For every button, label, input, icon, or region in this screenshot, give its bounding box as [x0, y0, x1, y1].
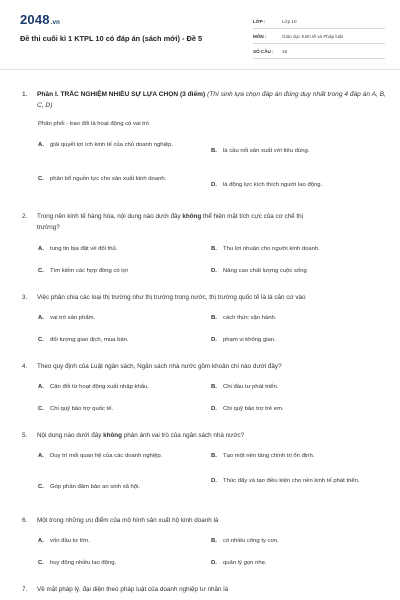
meta-value: 18 — [282, 48, 288, 54]
option-text: quản lý gọn nhẹ. — [223, 560, 267, 566]
option-d[interactable] — [211, 266, 383, 276]
option-a[interactable] — [38, 244, 200, 254]
option-text: Duy trì mối quan hệ của các doanh nghiệp. — [50, 453, 163, 459]
part-one — [22, 89, 388, 111]
option-b[interactable] — [211, 451, 388, 461]
option-letter: D. — [211, 182, 217, 188]
question-number: 5. — [22, 432, 28, 439]
option-text: Tạo một nền tảng chính trị ổn định. — [223, 453, 315, 459]
question-5 — [22, 430, 378, 441]
option-text: tung tin bịa đặt về đối thủ. — [50, 246, 118, 252]
option-b[interactable] — [211, 313, 383, 323]
meta-value: Giáo dục Kinh tế và Pháp luật — [282, 33, 343, 39]
question-number: 1. — [22, 91, 28, 98]
option-a[interactable] — [38, 140, 180, 150]
option-d[interactable] — [211, 476, 368, 486]
question-number: 3. — [22, 294, 28, 301]
option-letter: D. — [211, 478, 217, 484]
option-text: cách thức vận hành. — [223, 315, 277, 321]
question-2 — [22, 211, 378, 233]
question-4 — [22, 361, 378, 372]
stem-part: Một trong những ưu điểm của mô hình sản xuất hộ kinh doanh là — [37, 517, 219, 524]
stem-part: Trong nền kinh tế hàng hóa, nội dung nào dưới đây — [37, 213, 183, 220]
option-c[interactable] — [38, 404, 200, 414]
stem-part: Nội dung nào dưới đây — [37, 432, 104, 439]
part-heading: Phần I. TRẮC NGHIỆM NHIỀU SỰ LỰA CHỌN (3 điểm) — [37, 91, 206, 98]
option-d[interactable] — [211, 404, 383, 414]
option-a[interactable] — [38, 313, 200, 323]
stem-part: Về mặt pháp lý, đại diện theo pháp luật của doanh nghiệp tư nhân là — [37, 586, 229, 593]
option-d[interactable] — [211, 558, 383, 568]
question-stem — [22, 584, 378, 595]
option-letter: D. — [211, 560, 217, 566]
option-c[interactable] — [38, 482, 210, 492]
option-b[interactable] — [211, 382, 383, 392]
meta-row-subject — [253, 29, 385, 44]
option-a[interactable] — [38, 451, 215, 461]
option-letter: C. — [38, 484, 44, 490]
question-number: 2. — [22, 213, 28, 220]
option-b[interactable] — [211, 146, 373, 156]
option-a[interactable] — [38, 382, 210, 392]
option-b[interactable] — [211, 536, 383, 546]
stem-part: thể hiện mặt tích cực của cơ chế thị — [201, 213, 304, 220]
meta-row-count — [253, 44, 385, 59]
question-stem — [22, 211, 378, 233]
question-stem — [22, 515, 378, 526]
site-logo[interactable] — [20, 12, 60, 27]
option-letter: A. — [38, 315, 44, 321]
option-a[interactable] — [38, 536, 200, 546]
option-text: có nhiều công ty con. — [223, 538, 279, 544]
stem-part: Việc phân chia các loại thị trường như thị trường trong nước, thị trường quốc tế là là căn cứ vào — [37, 294, 306, 301]
option-text: Thu lợi nhuận cho người kinh doanh. — [223, 246, 320, 252]
option-c[interactable] — [38, 266, 200, 276]
option-letter: A. — [38, 142, 44, 148]
option-letter: A. — [38, 246, 44, 252]
option-d[interactable] — [211, 180, 383, 190]
stem-part: phản ánh vai trò của ngân sách nhà nước? — [122, 432, 245, 439]
option-letter: C. — [38, 268, 44, 274]
part-title — [22, 89, 388, 111]
question-number: 7. — [22, 586, 28, 593]
option-letter: A. — [38, 384, 44, 390]
option-text: vốn đầu tư lớn. — [50, 538, 90, 544]
option-text: Nâng cao chất lượng cuộc sống — [223, 268, 307, 274]
question-stem — [22, 292, 378, 303]
question-stem: Phân phối - trao đổi là hoạt động có vai trò — [38, 121, 150, 127]
option-text: Cân đối từ hoạt động xuất nhập khẩu. — [50, 384, 149, 390]
option-text: Góp phần đảm bảo an sinh xã hội. — [50, 484, 141, 490]
option-c[interactable] — [38, 558, 200, 568]
page-header — [0, 0, 400, 60]
question-7 — [22, 584, 378, 595]
question-number: 4. — [22, 363, 28, 370]
question-stem — [22, 430, 378, 441]
option-letter: A. — [38, 453, 44, 459]
option-text: là cầu nối sản xuất với tiêu dùng. — [223, 148, 310, 154]
stem-emphasis: không — [103, 432, 122, 439]
option-letter: B. — [211, 246, 217, 252]
option-letter: C. — [38, 560, 44, 566]
option-letter: D. — [211, 268, 217, 274]
meta-row-class — [253, 14, 385, 29]
option-c[interactable] — [38, 174, 170, 184]
question-stem — [22, 361, 378, 372]
stem-part: Theo quy định của Luật ngân sách, Ngân sách nhà nước gồm khoản chi nào dưới đây? — [37, 363, 282, 370]
option-b[interactable] — [211, 244, 383, 254]
logo-text: 2048 — [20, 12, 50, 27]
option-text: huy động nhiều lao động. — [50, 560, 117, 566]
question-6 — [22, 515, 378, 526]
meta-value: Lớp 10 — [282, 18, 297, 24]
option-letter: B. — [211, 148, 217, 154]
option-text: phân bổ nguồn lực cho sản xuất kinh doanh. — [50, 176, 167, 182]
meta-label: SỐ CÂU : — [253, 48, 274, 54]
option-letter: B. — [211, 315, 217, 321]
option-letter: C. — [38, 176, 44, 182]
option-letter: A. — [38, 538, 44, 544]
exam-meta — [253, 14, 385, 59]
option-c[interactable] — [38, 335, 200, 345]
logo-suffix: .vn — [50, 20, 61, 26]
option-d[interactable] — [211, 335, 383, 345]
question-3 — [22, 292, 378, 303]
option-text: Chi đầu tư phát triển. — [223, 384, 279, 390]
question-number: 6. — [22, 517, 28, 524]
header-divider — [0, 69, 400, 70]
option-text: Chi quỹ bảo trợ quốc tế. — [50, 406, 114, 412]
option-text: Thúc đẩy và tạo điều kiện cho nền kinh tế phát triển. — [223, 478, 360, 484]
option-letter: D. — [211, 406, 217, 412]
option-text: Tìm kiếm các hợp đồng có lợi — [50, 268, 128, 274]
option-text: giải quyết lợi ích kinh tế của chủ doanh nghiệp. — [50, 142, 174, 148]
option-letter: D. — [211, 337, 217, 343]
stem-emphasis: không — [182, 213, 202, 220]
option-text: vai trò sản phẩm. — [50, 315, 96, 321]
meta-label: LỚP : — [253, 18, 266, 24]
option-letter: C. — [38, 337, 44, 343]
part-instruction: (Thí sinh lựa chọn đáp án đúng duy nhất trong 4 đáp án A, B, C, D) — [37, 91, 386, 109]
stem-part: trường? — [37, 224, 60, 231]
option-letter: B. — [211, 538, 217, 544]
option-text: phạm vi không gian. — [223, 337, 276, 343]
option-text: Chi quỹ bảo trợ trẻ em. — [223, 406, 284, 412]
option-text: đối tượng giao dịch, mua bán. — [50, 337, 129, 343]
exam-title: Đề thi cuối kì 1 KTPL 10 có đáp án (sách mới) - Đề 5 — [20, 34, 203, 43]
option-letter: C. — [38, 406, 44, 412]
meta-label: MÔN : — [253, 33, 267, 39]
option-letter: B. — [211, 384, 217, 390]
option-letter: B. — [211, 453, 217, 459]
option-text: là động lực kích thích người lao động. — [223, 182, 323, 188]
